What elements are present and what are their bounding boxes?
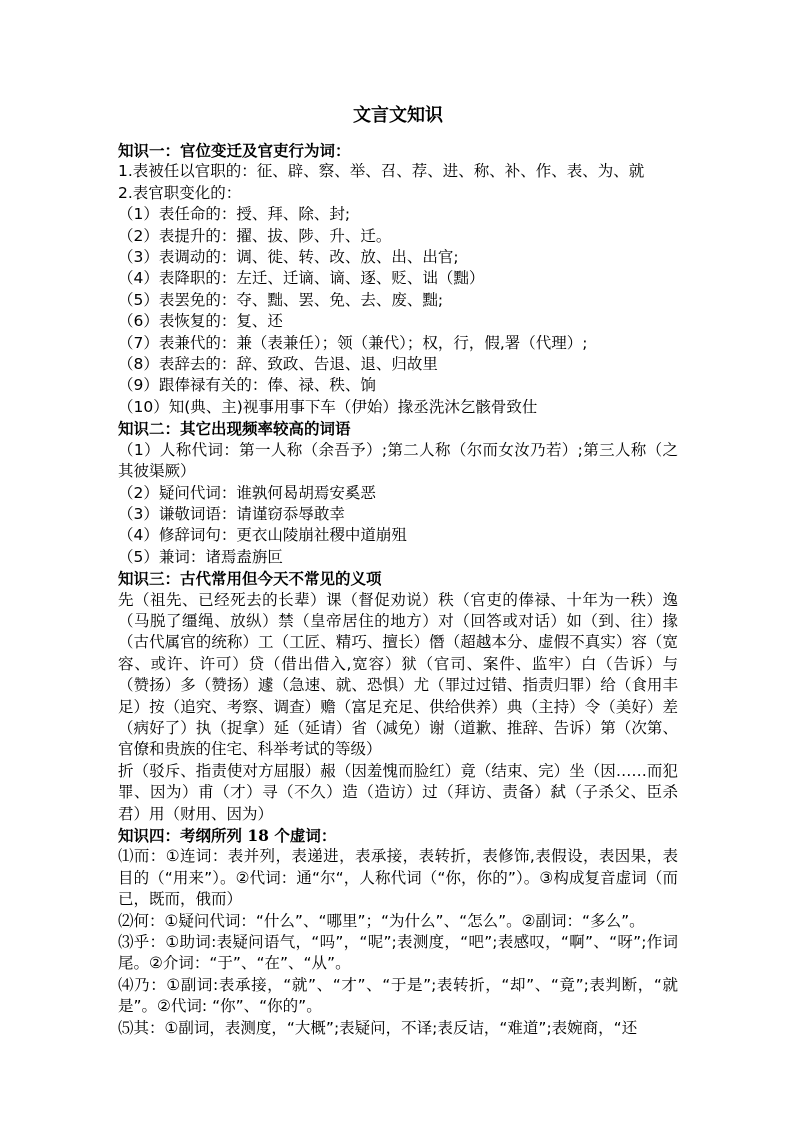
text-line: （6）表恢复的：复、还: [118, 312, 283, 331]
text-line: （10）知(典、主)视事用事下车（伊始）掾丞洗沐乞骸骨致仕: [118, 397, 538, 416]
text-paragraph: ⑵何：①疑问代词：“什么”、“哪里”；“为什么”、“怎么”。②副词：“多么”。: [118, 911, 645, 930]
text-line: （1）表任命的：授、拜、除、封;: [118, 205, 351, 224]
text-paragraph: ⑸其：①副词，表测度，“大概”;表疑问，不译;表反诘，“难道”;表婉商，“还: [118, 1018, 638, 1037]
document-page: [118, 100, 678, 1039]
text-paragraph: （1）人称代词：第一人称（余吾予）;第二人称（尔而女汝乃若）;第三人称（之其彼渠厥）: [118, 440, 678, 481]
text-line: （7）表兼代的：兼（表兼任）；领（兼代）；权，行，假,署（代理）;: [118, 333, 588, 352]
text-line: （2）表提升的：擢、拔、陟、升、迁。: [118, 226, 392, 245]
text-paragraph: （2）疑问代词：谁孰何曷胡焉安奚恶: [118, 483, 376, 502]
section-3: [118, 568, 678, 825]
section-heading: 知识三：古代常用但今天不常见的义项: [118, 569, 382, 589]
text-paragraph: （4）修辞词句：更衣山陵崩社稷中道崩殂: [118, 526, 407, 545]
page-title: 文言文知识: [353, 105, 443, 126]
section-heading: 知识四：考纲所列 18 个虚词：: [118, 826, 337, 845]
text-line: 2.表官职变化的：: [118, 183, 242, 202]
text-paragraph: （3）谦敬词语：请谨窃忝辱敢幸: [118, 504, 345, 523]
section-2: [118, 418, 678, 568]
text-line: 1.表被任以官职的：征、辟、察、举、召、荐、进、称、补、作、表、为、就: [118, 162, 645, 181]
text-paragraph: （5）兼词：诸焉盍旃叵: [118, 547, 283, 566]
section-1: [118, 140, 678, 418]
text-line: （4）表降职的：左迁、迁谪、谪、逐、贬、诎（黜）: [118, 269, 485, 288]
text-line: （3）表调动的：调、徙、转、改、放、出、出官;: [118, 248, 459, 267]
section-heading: 知识一：官位变迁及官吏行为词：: [118, 141, 351, 160]
text-line: （5）表罢免的：夺、黜、罢、免、去、废、黜;: [118, 290, 444, 309]
text-line: （8）表辞去的：辞、致政、告退、退、归故里: [118, 355, 438, 374]
text-paragraph: ⑷乃：①副词:表承接，“就”、“才”、“于是”;表转折，“却”、“竟”;表判断，“就是”。②代词: “你”、“你的”。: [118, 975, 678, 1016]
text-paragraph: 先（祖先、已经死去的长辈）课（督促劝说）秩（官吏的俸禄、十年为一秩）逸（马脱了缰绳、放纵）禁（皇帝居住的地方）对（回答或对话）如（到、往）掾（古代属官的统称）工（工匠、精巧、擅长）僭（超越本分、虚假不真实）容（宽容、或许、许可）贷（借出借入,宽容）狱（官司、案件、监牢）白（告诉）与（赞扬）多（赞扬）遽（急速、就、恐惧）尤（罪过过错、指责归罪）给（食用丰足）按（追究、考察、调查）赡（富足充足、供给供养）典（主持）令（美好）差（病好了）执（捉拿）延（延请）省（减免）谢（道歉、推辞、告诉）第（次第、官僚和贵族的住宅、科举考试的等级）: [118, 590, 678, 759]
section-heading: 知识二：其它出现频率较高的词语: [118, 419, 351, 439]
text-paragraph: 折（驳斥、指责使对方屈服）赧（因羞愧而脸红）竟（结束、完）坐（因……而犯罪、因为）甫（才）寻（不久）造（造访）过（拜访、责备）弑（子杀父、臣杀君）用（财用、因为）: [118, 761, 678, 823]
text-paragraph: ⑶乎：①助词:表疑问语气，“吗”，“呢”;表测度，“吧”;表感叹，“啊”、“呀”;作词尾。②介词：“于”、“在”、“从”。: [118, 933, 678, 973]
text-paragraph: ⑴而：①连词：表并列，表递进，表承接，表转折，表修饰,表假设，表因果，表目的（“用来”）。②代词：通“尔“，人称代词（“你，你的”）。③构成复音虚词（而已，既而，俄而）: [118, 847, 678, 909]
section-4: [118, 825, 678, 1039]
text-line: （9）跟俸禄有关的：俸、禄、秩、饷: [118, 376, 376, 395]
